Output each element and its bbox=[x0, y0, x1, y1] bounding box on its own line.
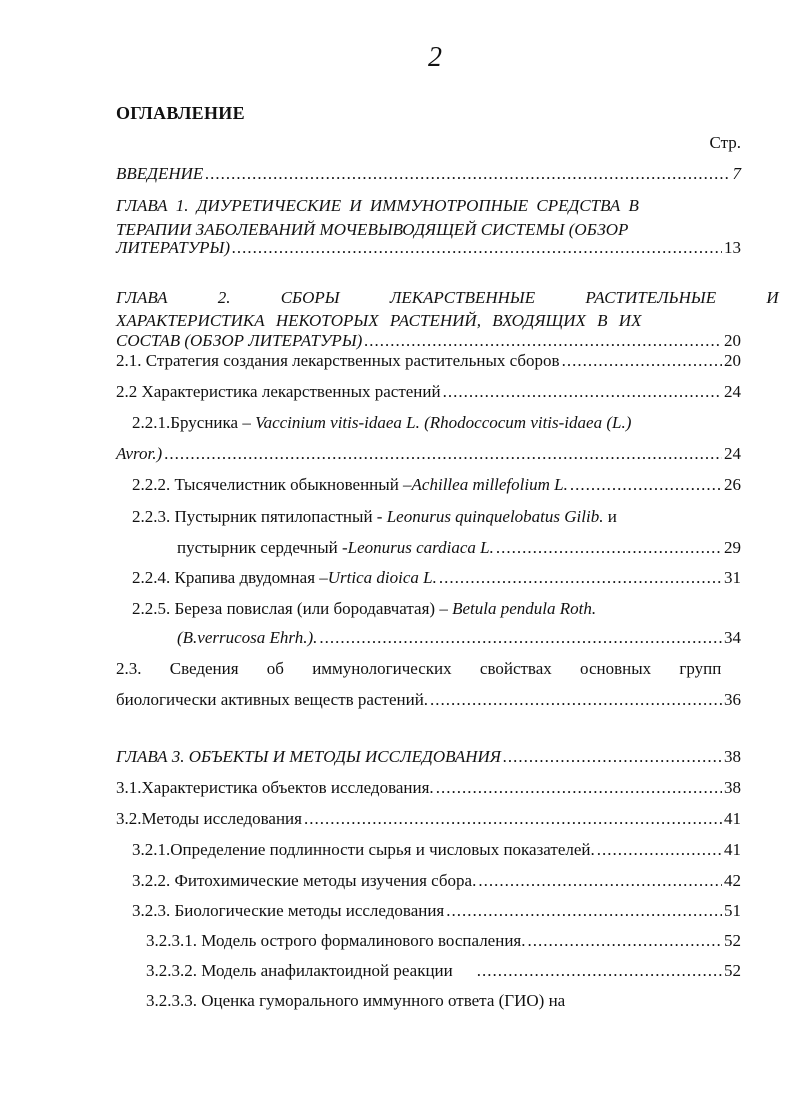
toc-entry-page: 29 bbox=[724, 538, 741, 557]
toc-entry-3-2-3-2[interactable] bbox=[146, 959, 741, 983]
toc-entry-3-1[interactable] bbox=[116, 776, 741, 800]
toc-entry-page: 52 bbox=[724, 931, 741, 950]
toc-entry-2-2-3-line1[interactable] bbox=[132, 505, 741, 529]
toc-entry-page: 7 bbox=[732, 164, 741, 183]
toc-entry-label: ВВЕДЕНИЕ bbox=[116, 164, 204, 183]
toc-entry-label: 2.3. Сведения об иммунологических свойствах основных групп bbox=[116, 659, 722, 678]
toc-entry-page: 26 bbox=[724, 475, 741, 494]
toc-entry-2-2-3[interactable] bbox=[177, 536, 741, 560]
toc-chapter1-line1[interactable] bbox=[116, 194, 741, 218]
page-column-label: Стр. bbox=[709, 133, 741, 152]
toc-entry-chapter3[interactable] bbox=[116, 745, 741, 769]
latin-name: Urtica dioica L. bbox=[327, 568, 437, 587]
toc-entry-2-2[interactable] bbox=[116, 380, 741, 404]
toc-entry-page: 24 bbox=[724, 444, 741, 463]
toc-entry-page: 13 bbox=[724, 238, 741, 257]
chapter2-title-line1: ГЛАВА 2. СБОРЫ ЛЕКАРСТВЕННЫЕ РАСТИТЕЛЬНЫЕ И bbox=[116, 288, 779, 307]
toc-entry-3-2-1[interactable] bbox=[132, 838, 741, 862]
toc-entry-2-2-1-line1[interactable] bbox=[116, 411, 741, 435]
chapter2-title-line2: ХАРАКТЕРИСТИКА НЕКОТОРЫХ РАСТЕНИЙ, ВХОДЯЩИХ В ИХ bbox=[116, 311, 642, 330]
toc-entry-2-2-5[interactable] bbox=[177, 626, 741, 650]
toc-entry-page: 20 bbox=[724, 331, 741, 350]
toc-entry-intro[interactable] bbox=[116, 162, 741, 186]
latin-name: Leonurus quinquelobatus Gilib. bbox=[386, 507, 604, 526]
chapter1-title-line1: ГЛАВА 1. ДИУРЕТИЧЕСКИЕ И ИММУНОТРОПНЫЕ СРЕДСТВА В bbox=[116, 196, 639, 215]
toc-entry-2-3-line1[interactable] bbox=[116, 657, 741, 681]
toc-entry-page: 20 bbox=[724, 351, 741, 370]
toc-entry-page: 38 bbox=[724, 778, 741, 797]
toc-entry-label: 3.2.Методы исследования bbox=[116, 809, 302, 828]
chapter1-title-line2: ТЕРАПИИ ЗАБОЛЕВАНИЙ МОЧЕВЫВОДЯЩЕЙ СИСТЕМЫ (ОБЗОР bbox=[116, 220, 629, 239]
toc-entry-2-3[interactable] bbox=[116, 688, 741, 712]
toc-chapter2-line1[interactable] bbox=[116, 286, 779, 310]
toc-entry-page: 51 bbox=[724, 901, 741, 920]
toc-entry-page: 52 bbox=[724, 961, 741, 980]
toc-entry-label: 2.1. Стратегия создания лекарственных растительных сборов bbox=[116, 351, 560, 370]
toc-entry-label: 3.2.2. Фитохимические методы изучения сбора. bbox=[132, 871, 477, 890]
toc-entry-label: биологически активных веществ растений. bbox=[116, 690, 429, 709]
toc-entry-page: 34 bbox=[724, 628, 741, 647]
toc-entry-page: 31 bbox=[724, 568, 741, 587]
toc-entry-3-2-3-1[interactable] bbox=[146, 929, 741, 953]
toc-entry-label: 2.2.5. Береза повислая (или бородавчатая) – bbox=[132, 599, 453, 618]
toc-entry-2-2-1[interactable] bbox=[116, 442, 741, 466]
toc-entry-label: 3.2.3.3. Оценка гуморального иммунного ответа (ГИО) на bbox=[146, 991, 566, 1010]
toc-entry-2-1[interactable] bbox=[116, 349, 741, 373]
toc-entry-label: 2.2.4. Крапива двудомная – bbox=[132, 568, 328, 587]
toc-entry-label: 2.2.2. Тысячелистник обыкновенный – bbox=[132, 475, 412, 494]
toc-entry-label: 2.2.3. Пустырник пятилопастный - bbox=[132, 507, 387, 526]
latin-name: Vaccinium vitis-idaea L. (Rhodoccocum vitis-idaea (L.) bbox=[255, 413, 632, 432]
toc-entry-3-2[interactable] bbox=[116, 807, 741, 831]
toc-entry-page: 38 bbox=[724, 747, 741, 766]
toc-entry-page: 41 bbox=[724, 840, 741, 859]
toc-entry-label: Avror.) bbox=[116, 444, 163, 463]
toc-entry-page: 42 bbox=[724, 871, 741, 890]
page-number-mark: 2 bbox=[428, 42, 442, 73]
toc-entry-chapter1[interactable] bbox=[116, 236, 741, 260]
toc-entry-label: 2.2 Характеристика лекарственных растений bbox=[116, 382, 441, 401]
toc-entry-3-2-2[interactable] bbox=[132, 869, 741, 893]
toc-entry-page: 24 bbox=[724, 382, 741, 401]
toc-entry-page: 41 bbox=[724, 809, 741, 828]
toc-entry-label: 2.2.1.Брусника – bbox=[132, 413, 256, 432]
latin-name: (B.verrucosa Ehrh.). bbox=[177, 628, 318, 647]
toc-entry-label: пустырник сердечный - bbox=[177, 538, 348, 557]
toc-entry-label: ЛИТЕРАТУРЫ) bbox=[116, 238, 231, 257]
latin-name: Achillea millefolium L. bbox=[411, 475, 568, 494]
toc-entry-page: 36 bbox=[724, 690, 741, 709]
toc-entry-2-2-2[interactable] bbox=[132, 473, 741, 497]
latin-name: Betula pendula Roth. bbox=[452, 599, 597, 618]
toc-entry-label: 3.1.Характеристика объектов исследования. bbox=[116, 778, 434, 797]
toc-entry-3-2-3-3[interactable] bbox=[146, 989, 741, 1013]
toc-entry-label: 3.2.3.2. Модель анафилактоидной реакции bbox=[146, 961, 453, 980]
latin-name: Leonurus cardiaca L. bbox=[347, 538, 494, 557]
toc-entry-label: 3.2.3. Биологические методы исследования bbox=[132, 901, 445, 920]
toc-entry-2-2-4[interactable] bbox=[132, 566, 741, 590]
toc-entry-label: ГЛАВА 3. ОБЪЕКТЫ И МЕТОДЫ ИССЛЕДОВАНИЯ bbox=[116, 747, 501, 766]
toc-entry-conj: и bbox=[603, 507, 617, 526]
toc-entry-2-2-5-line1[interactable] bbox=[132, 597, 741, 621]
toc-entry-label: СОСТАВ (ОБЗОР ЛИТЕРАТУРЫ) bbox=[116, 331, 363, 350]
toc-entry-label: 3.2.3.1. Модель острого формалинового воспаления. bbox=[146, 931, 526, 950]
toc-heading: ОГЛАВЛЕНИЕ bbox=[116, 103, 245, 123]
toc-entry-label: 3.2.1.Определение подлинности сырья и числовых показателей. bbox=[132, 840, 595, 859]
toc-entry-3-2-3[interactable] bbox=[132, 899, 741, 923]
